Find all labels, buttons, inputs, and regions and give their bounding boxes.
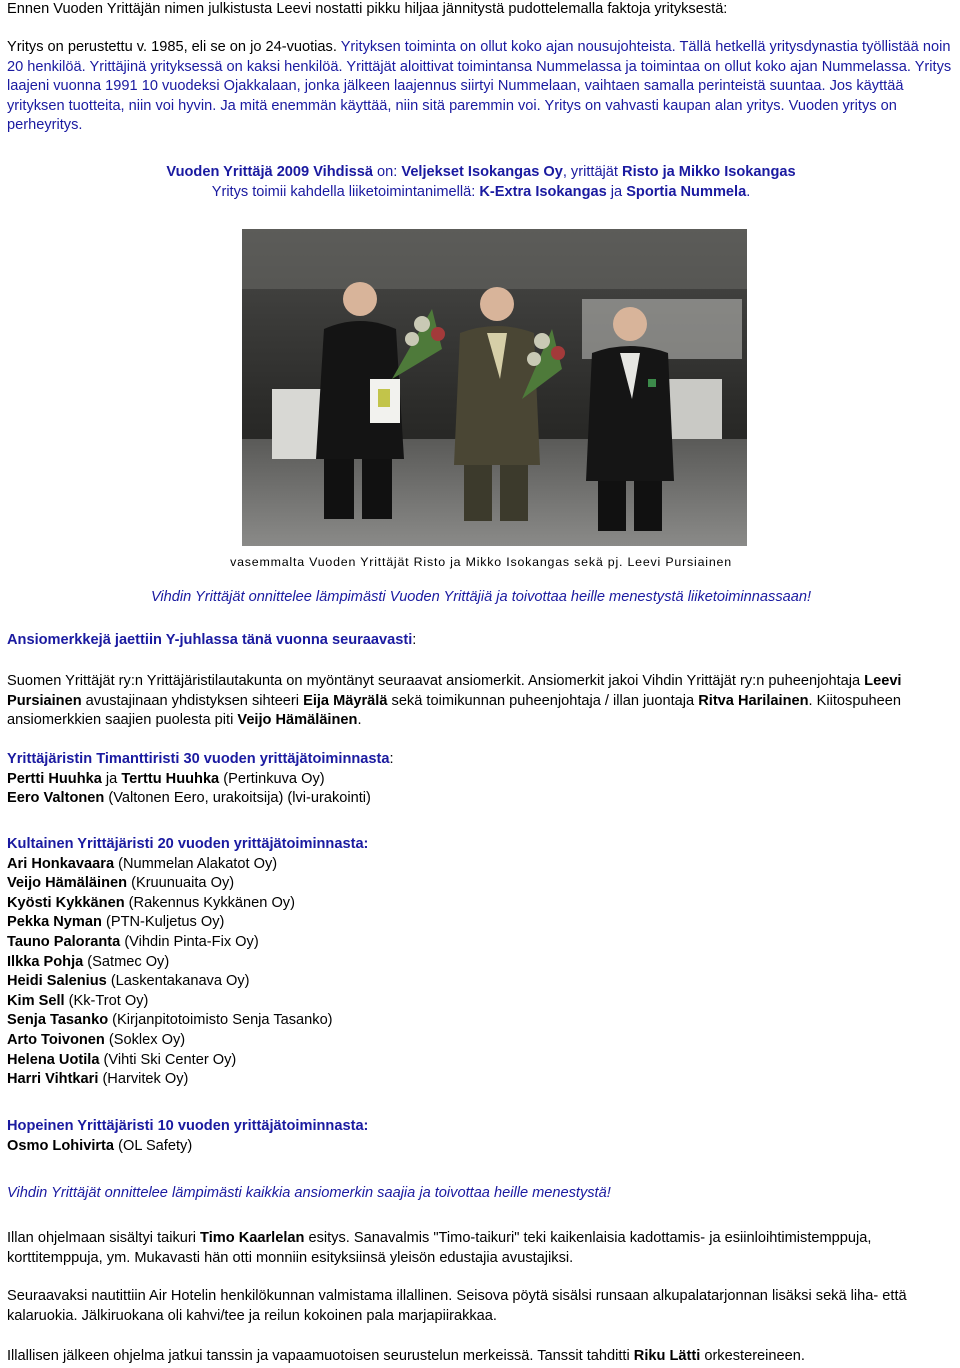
list-item bbox=[7, 894, 955, 914]
fact-founded: Yritys on perustettu v. 1985, eli se on jo 24-vuotias. bbox=[7, 39, 341, 55]
recipient-name: Veijo Hämäläinen bbox=[7, 875, 128, 892]
gold-recipient-list bbox=[7, 855, 955, 1090]
list-item bbox=[7, 1011, 955, 1031]
name-band-leader: Riku Lätti bbox=[633, 1348, 701, 1364]
congratulations-recipients: Vihdin Yrittäjät onnittelee lämpimästi kaikkia ansiomerkin saajia ja toivottaa heille menestystä! bbox=[7, 1185, 611, 1201]
dance-text-1: Illallisen jälkeen ohjelma jatkui tanssin ja vapaamuotoisen seurustelun merkeissä. Tanssit tahditti bbox=[7, 1348, 634, 1364]
list-item bbox=[7, 770, 955, 790]
list-item bbox=[7, 874, 955, 894]
winner-name-2: Sportia Nummela bbox=[626, 183, 747, 200]
awards-intro-text-2: avustajinaan yhdistyksen sihteeri bbox=[81, 692, 304, 709]
recipient-name: Kyösti Kykkänen bbox=[7, 894, 125, 911]
list-item bbox=[7, 972, 955, 992]
winner-owners: Risto ja Mikko Isokangas bbox=[622, 164, 796, 180]
winner-company: Veljekset Isokangas Oy bbox=[401, 164, 563, 180]
winner-line-1 bbox=[7, 163, 955, 183]
list-item bbox=[7, 1070, 955, 1090]
award-photo-image bbox=[242, 229, 747, 546]
diamond-heading bbox=[7, 750, 955, 770]
silver-heading: Hopeinen Yrittäjäristi 10 vuoden yrittäjätoiminnasta: bbox=[7, 1118, 369, 1134]
winner-on: on: bbox=[372, 164, 402, 180]
award-photo bbox=[242, 229, 747, 546]
dance-text-2: orkestereineen. bbox=[700, 1348, 805, 1364]
recipient-company: (Soklex Oy) bbox=[104, 1031, 186, 1048]
list-item bbox=[7, 789, 955, 809]
winner-owners-label: , yrittäjät bbox=[562, 164, 623, 180]
list-item bbox=[7, 933, 955, 953]
awards-intro-text-1: Suomen Yrittäjät ry:n Yrittäjäristilautakunta on myöntänyt seuraavat ansiomerkit. Ansiomerkit jakoi Vihdin Yrittäjät ry:n puheenjohtaja bbox=[7, 673, 865, 689]
list-item bbox=[7, 913, 955, 933]
program-paragraph bbox=[7, 1229, 955, 1268]
recipient-name: Eero Valtonen bbox=[7, 790, 105, 807]
winner-line-2 bbox=[7, 183, 955, 203]
awards-intro-text-5: . bbox=[357, 712, 362, 729]
name-host: Ritva Harilainen bbox=[698, 692, 809, 709]
diamond-heading-colon: : bbox=[389, 751, 394, 767]
photo-caption: vasemmalta Vuoden Yrittäjät Risto ja Mikko Isokangas sekä pj. Leevi Pursiainen bbox=[230, 555, 732, 569]
dance-paragraph bbox=[7, 1347, 955, 1367]
program-text-1: Illan ohjelmaan sisältyi taikuri bbox=[7, 1230, 201, 1246]
recipient-name: Arto Toivonen bbox=[7, 1031, 105, 1048]
recipient-company: (Pertinkuva Oy) bbox=[219, 770, 325, 787]
recipient-company: (PTN-Kuljetus Oy) bbox=[101, 914, 225, 931]
recipient-name: Ari Honkavaara bbox=[7, 855, 115, 872]
recipient-name: Tauno Paloranta bbox=[7, 933, 121, 950]
gold-heading: Kultainen Yrittäjäristi 20 vuoden yrittäjätoiminnasta: bbox=[7, 836, 369, 852]
recipient-name: Senja Tasanko bbox=[7, 1012, 109, 1029]
recipient-name: Pertti Huuhka bbox=[7, 770, 102, 787]
awards-heading-colon: : bbox=[412, 632, 417, 648]
diamond-cross-section bbox=[7, 750, 955, 809]
list-item bbox=[7, 1137, 955, 1157]
diamond-heading-text: Yrittäjäristin Timanttiristi 30 vuoden yrittäjätoiminnasta bbox=[7, 751, 390, 767]
recipient-name: Heidi Salenius bbox=[7, 973, 107, 990]
recipient-company: (Satmec Oy) bbox=[83, 953, 170, 970]
recipient-name: Kim Sell bbox=[7, 992, 65, 1009]
recipient-company: (Kk-Trot Oy) bbox=[64, 992, 149, 1009]
name-speaker: Veijo Hämäläinen bbox=[237, 712, 358, 729]
awards-intro-paragraph bbox=[7, 672, 955, 731]
winner-name-1: K-Extra Isokangas bbox=[479, 183, 607, 200]
recipient-name: Harri Vihtkari bbox=[7, 1071, 99, 1088]
silver-recipient-list bbox=[7, 1137, 955, 1157]
list-item bbox=[7, 992, 955, 1012]
recipient-name: Ilkka Pohja bbox=[7, 953, 84, 970]
recipient-name: Osmo Lohivirta bbox=[7, 1137, 115, 1154]
list-item bbox=[7, 953, 955, 973]
recipient-name: Helena Uotila bbox=[7, 1051, 100, 1068]
list-item bbox=[7, 1051, 955, 1071]
recipient-company: (Vihdin Pinta-Fix Oy) bbox=[120, 933, 259, 950]
fact-details: Yrityksen toiminta on ollut koko ajan nousujohteista. Tällä hetkellä yritysdynastia työllistää noin 20 henkilöä. Yrittäjinä yrityksessä on kaksi henkilöä. Yrittäjät aloittivat toimintansa Nummelassa ja toimintaa on ollut koko ajan Nummelassa. Yritys laajeni vuonna 1991 10 vuodeksi Ojakkalaan, jonka jälkeen laajennus siirtyi Nummelaan, vaihtaen samalla perinteistä suuntaa. Jos käyttää yrityksen tuotteita, niin voi hyvin. Ja mitä enemmän käyttää, niin sitä paremmin voi. Yritys on vahvasti kaupan alan yritys. Vuoden yritys on perheyritys. bbox=[7, 39, 952, 134]
awards-heading-text: Ansiomerkkejä jaettiin Y-juhlassa tänä vuonna seuraavasti bbox=[7, 632, 413, 648]
recipient-company: (OL Safety) bbox=[114, 1137, 193, 1154]
winner-dot: . bbox=[746, 183, 751, 200]
name-secretary: Eija Mäyrälä bbox=[303, 692, 388, 709]
recipient-join: ja bbox=[101, 770, 122, 787]
recipient-company: (Laskentakanava Oy) bbox=[106, 973, 250, 990]
winner-and: ja bbox=[606, 183, 627, 200]
winner-line2-pre: Yritys toimii kahdella liiketoimintanimellä: bbox=[211, 183, 480, 200]
recipient-company: (Valtonen Eero, urakoitsija) (lvi-urakointi) bbox=[104, 790, 371, 807]
list-item bbox=[7, 855, 955, 875]
facts-paragraph bbox=[7, 38, 955, 136]
gold-cross-section bbox=[7, 835, 955, 1090]
awards-heading bbox=[7, 631, 955, 651]
name-magician: Timo Kaarlelan bbox=[200, 1230, 305, 1246]
program-text-2: esitys. Sanavalmis "Timo-taikuri" teki kaikenlaisia kadottamis- ja esiinloihtimistemppuja, korttitemppuja, ym. Mukavasti hän otti monniin esityksiinsä yleisön edustajia avustajiksi. bbox=[7, 1230, 872, 1266]
silver-cross-section bbox=[7, 1117, 955, 1156]
recipient-name: Pekka Nyman bbox=[7, 914, 102, 931]
dinner-paragraph: Seuraavaksi nautittiin Air Hotelin henkilökunnan valmistama illallinen. Seisova pöytä sisälsi runsaan alkupalatarjonnan lisäksi sekä liha- että kalaruokia. Jälkiruokana oli kahvi/tee ja reilun kokoinen pala marjapiirakkaa. bbox=[7, 1288, 907, 1324]
list-item bbox=[7, 1031, 955, 1051]
name-chair: Leevi Pursiainen bbox=[7, 673, 902, 709]
awards-intro-text-4: . Kiitospuheen ansiomerkkien saajien puolesta piti bbox=[7, 692, 902, 729]
winner-announcement bbox=[7, 163, 955, 202]
recipient-company: (Kruunuaita Oy) bbox=[127, 875, 235, 892]
recipient-company: (Vihti Ski Center Oy) bbox=[99, 1051, 237, 1068]
intro-paragraph: Ennen Vuoden Yrittäjän nimen julkistusta Leevi nostatti pikku hiljaa jännitystä pudottelemalla faktoja yrityksestä: bbox=[7, 1, 728, 17]
awards-intro-text-3: sekä toimikunnan puheenjohtaja / illan juontaja bbox=[387, 692, 699, 709]
recipient-company: (Kirjanpitotoimisto Senja Tasanko) bbox=[108, 1012, 333, 1029]
recipient-company: (Nummelan Alakatot Oy) bbox=[114, 855, 278, 872]
recipient-name: Terttu Huuhka bbox=[121, 770, 220, 787]
congratulations-winners: Vihdin Yrittäjät onnittelee lämpimästi Vuoden Yrittäjiä ja toivottaa heille menestystä liiketoiminnassaan! bbox=[150, 589, 812, 605]
winner-label: Vuoden Yrittäjä 2009 Vihdissä bbox=[166, 164, 373, 180]
recipient-company: (Rakennus Kykkänen Oy) bbox=[124, 894, 295, 911]
recipient-company: (Harvitek Oy) bbox=[98, 1071, 189, 1088]
